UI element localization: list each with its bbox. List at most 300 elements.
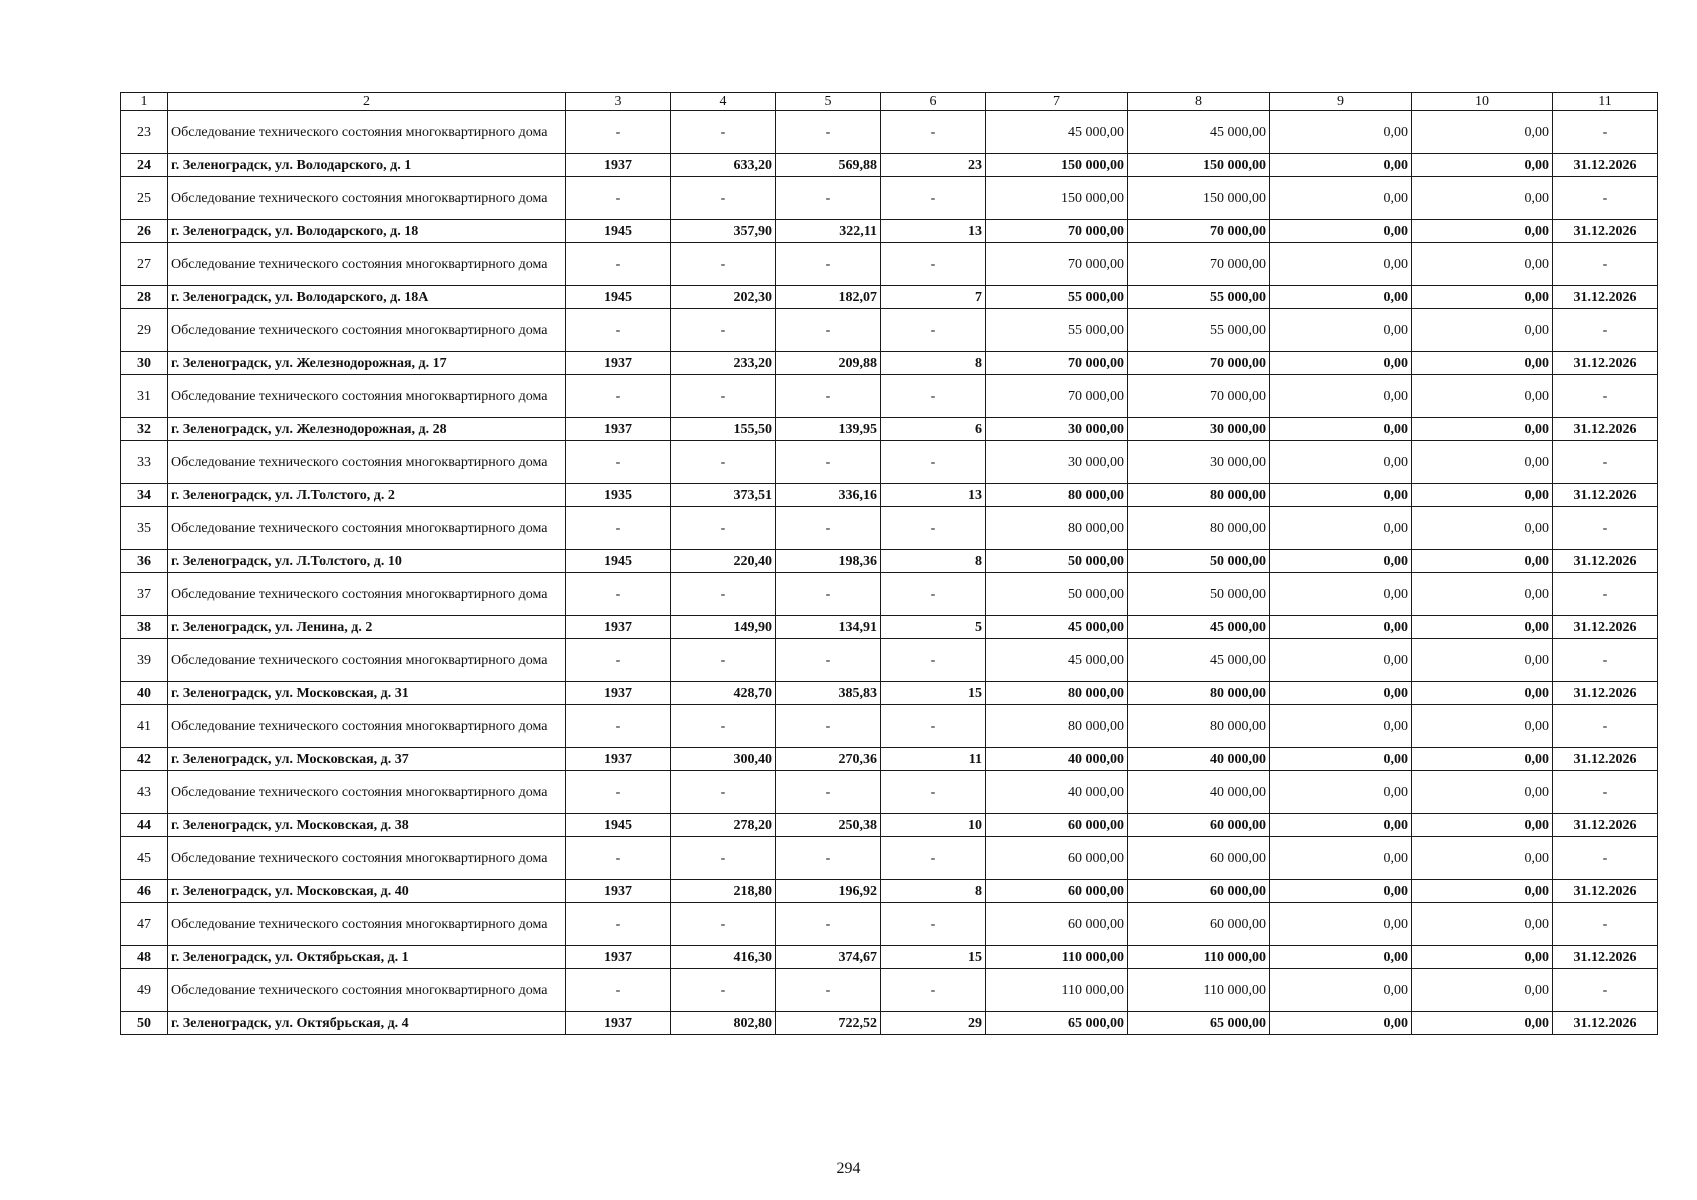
cell-row-number: 32 [121,418,168,441]
cell-deadline: 31.12.2026 [1553,550,1658,573]
cell-residents: - [881,375,986,418]
cell-year: 1937 [566,616,671,639]
table-row [121,573,1658,616]
cell-year: - [566,969,671,1012]
cell-cost-owners: 0,00 [1412,507,1553,550]
cell-cost-owners: 0,00 [1412,748,1553,771]
table-row [121,484,1658,507]
cell-residents: - [881,243,986,286]
cell-cost-total: 30 000,00 [986,418,1128,441]
cell-year: - [566,903,671,946]
cell-cost-owners: 0,00 [1412,418,1553,441]
cell-year: 1937 [566,352,671,375]
cell-area-living: - [776,837,881,880]
cell-residents: 8 [881,550,986,573]
cell-cost-total: 150 000,00 [986,154,1128,177]
cell-year: - [566,177,671,220]
cell-area-total: 220,40 [671,550,776,573]
column-header: 11 [1553,93,1658,111]
cell-area-total: - [671,969,776,1012]
cell-residents: - [881,837,986,880]
cell-cost-owners: 0,00 [1412,880,1553,903]
cell-residents: 13 [881,220,986,243]
cell-year: 1937 [566,154,671,177]
table-row [121,220,1658,243]
cell-cost-fund: 65 000,00 [1128,1012,1270,1035]
cell-cost-total: 80 000,00 [986,484,1128,507]
cell-row-number: 27 [121,243,168,286]
column-header: 2 [168,93,566,111]
cell-cost-total: 55 000,00 [986,286,1128,309]
cell-description: Обследование технического состояния многоквартирного дома [168,441,566,484]
cell-cost-owners: 0,00 [1412,705,1553,748]
cell-cost-owners: 0,00 [1412,639,1553,682]
cell-row-number: 47 [121,903,168,946]
cell-deadline: - [1553,111,1658,154]
cell-residents: 6 [881,418,986,441]
table-row [121,880,1658,903]
cell-cost-budget: 0,00 [1270,946,1412,969]
cell-area-living: - [776,639,881,682]
cell-cost-fund: 60 000,00 [1128,903,1270,946]
cell-area-living: - [776,309,881,352]
cell-cost-fund: 55 000,00 [1128,309,1270,352]
cell-deadline: - [1553,639,1658,682]
cell-year: - [566,639,671,682]
column-header: 6 [881,93,986,111]
cell-cost-budget: 0,00 [1270,220,1412,243]
column-header: 5 [776,93,881,111]
cell-row-number: 49 [121,969,168,1012]
cell-residents: 7 [881,286,986,309]
cell-cost-owners: 0,00 [1412,573,1553,616]
cell-residents: - [881,507,986,550]
cell-row-number: 45 [121,837,168,880]
cell-year: - [566,573,671,616]
cell-deadline: 31.12.2026 [1553,352,1658,375]
cell-row-number: 39 [121,639,168,682]
cell-deadline: 31.12.2026 [1553,1012,1658,1035]
cell-description: Обследование технического состояния многоквартирного дома [168,837,566,880]
cell-cost-owners: 0,00 [1412,1012,1553,1035]
cell-cost-budget: 0,00 [1270,243,1412,286]
cell-residents: - [881,309,986,352]
cell-row-number: 33 [121,441,168,484]
cell-cost-fund: 60 000,00 [1128,880,1270,903]
cell-area-living: 250,38 [776,814,881,837]
cell-cost-owners: 0,00 [1412,441,1553,484]
cell-year: 1945 [566,220,671,243]
cell-cost-owners: 0,00 [1412,309,1553,352]
cell-area-living: - [776,177,881,220]
cell-area-living: 569,88 [776,154,881,177]
cell-area-living: 209,88 [776,352,881,375]
cell-cost-budget: 0,00 [1270,550,1412,573]
cell-deadline: 31.12.2026 [1553,946,1658,969]
cell-cost-budget: 0,00 [1270,418,1412,441]
cell-cost-total: 50 000,00 [986,550,1128,573]
cell-cost-owners: 0,00 [1412,243,1553,286]
cell-cost-budget: 0,00 [1270,880,1412,903]
cell-description: г. Зеленоградск, ул. Л.Толстого, д. 2 [168,484,566,507]
cell-deadline: - [1553,309,1658,352]
cell-cost-total: 80 000,00 [986,682,1128,705]
cell-row-number: 24 [121,154,168,177]
cell-cost-total: 40 000,00 [986,748,1128,771]
cell-residents: 8 [881,880,986,903]
cell-cost-fund: 30 000,00 [1128,441,1270,484]
cell-cost-owners: 0,00 [1412,177,1553,220]
cell-description: Обследование технического состояния многоквартирного дома [168,573,566,616]
cell-area-living: - [776,705,881,748]
cell-deadline: - [1553,969,1658,1012]
cell-deadline: - [1553,177,1658,220]
cell-cost-fund: 70 000,00 [1128,352,1270,375]
cell-cost-owners: 0,00 [1412,814,1553,837]
column-header: 1 [121,93,168,111]
cell-cost-fund: 50 000,00 [1128,573,1270,616]
cell-residents: 5 [881,616,986,639]
table-row [121,814,1658,837]
cell-cost-fund: 45 000,00 [1128,616,1270,639]
cell-year: 1937 [566,748,671,771]
cell-residents: 29 [881,1012,986,1035]
cell-area-living: 139,95 [776,418,881,441]
column-header: 8 [1128,93,1270,111]
cell-year: 1937 [566,1012,671,1035]
cell-residents: 15 [881,682,986,705]
table-row [121,441,1658,484]
cell-cost-fund: 110 000,00 [1128,969,1270,1012]
cell-area-total: 202,30 [671,286,776,309]
page-number: 294 [836,1160,861,1177]
cell-row-number: 46 [121,880,168,903]
cell-cost-total: 50 000,00 [986,573,1128,616]
cell-cost-budget: 0,00 [1270,154,1412,177]
cell-area-living: 198,36 [776,550,881,573]
cell-area-total: - [671,309,776,352]
cell-cost-total: 70 000,00 [986,220,1128,243]
cell-area-living: - [776,771,881,814]
table-row [121,309,1658,352]
cell-row-number: 30 [121,352,168,375]
cell-row-number: 26 [121,220,168,243]
cell-deadline: - [1553,375,1658,418]
table-row [121,177,1658,220]
cell-cost-total: 60 000,00 [986,903,1128,946]
cell-residents: - [881,573,986,616]
cell-residents: 8 [881,352,986,375]
cell-area-total: - [671,771,776,814]
cell-cost-budget: 0,00 [1270,177,1412,220]
table-row [121,771,1658,814]
cell-cost-budget: 0,00 [1270,903,1412,946]
cell-row-number: 41 [121,705,168,748]
cell-residents: - [881,177,986,220]
cell-cost-fund: 40 000,00 [1128,748,1270,771]
cell-cost-owners: 0,00 [1412,550,1553,573]
cell-deadline: - [1553,771,1658,814]
cell-cost-fund: 30 000,00 [1128,418,1270,441]
cell-cost-total: 30 000,00 [986,441,1128,484]
cell-cost-budget: 0,00 [1270,969,1412,1012]
cell-cost-total: 45 000,00 [986,616,1128,639]
cell-row-number: 42 [121,748,168,771]
cell-cost-fund: 80 000,00 [1128,484,1270,507]
cell-description: Обследование технического состояния многоквартирного дома [168,507,566,550]
cell-description: г. Зеленоградск, ул. Володарского, д. 18А [168,286,566,309]
cell-year: - [566,309,671,352]
cell-area-total: 373,51 [671,484,776,507]
cell-area-living: - [776,507,881,550]
cell-description: г. Зеленоградск, ул. Железнодорожная, д. 17 [168,352,566,375]
cell-area-total: 357,90 [671,220,776,243]
table-row [121,837,1658,880]
cell-cost-budget: 0,00 [1270,837,1412,880]
cell-cost-total: 45 000,00 [986,639,1128,682]
table-row [121,903,1658,946]
cell-cost-owners: 0,00 [1412,903,1553,946]
column-header: 4 [671,93,776,111]
cell-area-total: - [671,705,776,748]
cell-area-living: 134,91 [776,616,881,639]
cell-cost-owners: 0,00 [1412,616,1553,639]
cell-area-total: - [671,903,776,946]
cell-cost-budget: 0,00 [1270,352,1412,375]
cell-area-total: - [671,243,776,286]
cell-row-number: 43 [121,771,168,814]
cell-description: г. Зеленоградск, ул. Московская, д. 31 [168,682,566,705]
cell-residents: - [881,771,986,814]
cell-deadline: 31.12.2026 [1553,484,1658,507]
cell-cost-total: 60 000,00 [986,880,1128,903]
cell-area-total: 278,20 [671,814,776,837]
table-row [121,286,1658,309]
cell-cost-total: 65 000,00 [986,1012,1128,1035]
cell-area-total: 300,40 [671,748,776,771]
cell-cost-fund: 60 000,00 [1128,837,1270,880]
cell-year: - [566,375,671,418]
table-row [121,154,1658,177]
cell-residents: - [881,441,986,484]
table-row [121,616,1658,639]
cell-description: Обследование технического состояния многоквартирного дома [168,969,566,1012]
cell-cost-fund: 70 000,00 [1128,220,1270,243]
cell-deadline: 31.12.2026 [1553,748,1658,771]
cell-year: 1937 [566,946,671,969]
cell-cost-owners: 0,00 [1412,111,1553,154]
cell-row-number: 29 [121,309,168,352]
cell-description: Обследование технического состояния многоквартирного дома [168,375,566,418]
cell-area-total: 233,20 [671,352,776,375]
cell-row-number: 38 [121,616,168,639]
cell-year: - [566,111,671,154]
cell-deadline: 31.12.2026 [1553,880,1658,903]
cell-residents: 15 [881,946,986,969]
cell-cost-fund: 150 000,00 [1128,154,1270,177]
cell-area-total: - [671,507,776,550]
cell-cost-budget: 0,00 [1270,375,1412,418]
cell-residents: 23 [881,154,986,177]
cell-area-total: - [671,837,776,880]
cell-cost-total: 150 000,00 [986,177,1128,220]
cell-year: 1937 [566,418,671,441]
cell-year: 1945 [566,550,671,573]
cell-area-living: 722,52 [776,1012,881,1035]
table-row [121,705,1658,748]
cell-row-number: 50 [121,1012,168,1035]
cell-residents: - [881,639,986,682]
cell-cost-owners: 0,00 [1412,352,1553,375]
cell-description: Обследование технического состояния многоквартирного дома [168,177,566,220]
cell-cost-total: 40 000,00 [986,771,1128,814]
column-header: 3 [566,93,671,111]
cell-deadline: - [1553,573,1658,616]
cell-year: - [566,837,671,880]
cell-cost-total: 60 000,00 [986,837,1128,880]
cell-description: Обследование технического состояния многоквартирного дома [168,111,566,154]
cell-row-number: 37 [121,573,168,616]
cell-deadline: - [1553,837,1658,880]
cell-cost-total: 70 000,00 [986,375,1128,418]
cell-residents: - [881,969,986,1012]
cell-deadline: - [1553,705,1658,748]
cell-area-living: 374,67 [776,946,881,969]
cell-area-total: 416,30 [671,946,776,969]
cell-area-living: - [776,441,881,484]
cell-description: г. Зеленоградск, ул. Железнодорожная, д. 28 [168,418,566,441]
cell-description: Обследование технического состояния многоквартирного дома [168,243,566,286]
cell-year: 1945 [566,286,671,309]
cell-row-number: 36 [121,550,168,573]
table-row [121,352,1658,375]
cell-description: г. Зеленоградск, ул. Московская, д. 40 [168,880,566,903]
cell-description: Обследование технического состояния многоквартирного дома [168,771,566,814]
cell-year: 1945 [566,814,671,837]
cell-description: г. Зеленоградск, ул. Володарского, д. 1 [168,154,566,177]
cell-cost-fund: 45 000,00 [1128,639,1270,682]
table-row [121,550,1658,573]
cell-cost-fund: 80 000,00 [1128,507,1270,550]
cell-cost-owners: 0,00 [1412,682,1553,705]
cell-description: г. Зеленоградск, ул. Московская, д. 37 [168,748,566,771]
cell-cost-owners: 0,00 [1412,375,1553,418]
cell-area-living: - [776,375,881,418]
cell-area-total: 802,80 [671,1012,776,1035]
cell-residents: - [881,111,986,154]
table-row [121,111,1658,154]
cell-cost-total: 80 000,00 [986,705,1128,748]
cell-cost-budget: 0,00 [1270,441,1412,484]
cell-area-living: 182,07 [776,286,881,309]
cell-description: г. Зеленоградск, ул. Л.Толстого, д. 10 [168,550,566,573]
cell-cost-fund: 70 000,00 [1128,243,1270,286]
table-row [121,748,1658,771]
cell-row-number: 40 [121,682,168,705]
cell-year: - [566,441,671,484]
cell-row-number: 34 [121,484,168,507]
cell-area-total: - [671,177,776,220]
cell-area-living: - [776,243,881,286]
cell-description: г. Зеленоградск, ул. Ленина, д. 2 [168,616,566,639]
cell-cost-fund: 150 000,00 [1128,177,1270,220]
cell-cost-budget: 0,00 [1270,286,1412,309]
cell-cost-total: 110 000,00 [986,969,1128,1012]
cell-area-total: - [671,111,776,154]
table-row [121,682,1658,705]
cell-residents: 10 [881,814,986,837]
document-table [120,92,1658,1035]
cell-cost-budget: 0,00 [1270,814,1412,837]
cell-description: Обследование технического состояния многоквартирного дома [168,903,566,946]
cell-residents: - [881,705,986,748]
cell-area-living: 336,16 [776,484,881,507]
cell-cost-total: 70 000,00 [986,243,1128,286]
cell-cost-budget: 0,00 [1270,484,1412,507]
table-row [121,243,1658,286]
cell-cost-owners: 0,00 [1412,837,1553,880]
cell-deadline: 31.12.2026 [1553,286,1658,309]
cell-area-living: 322,11 [776,220,881,243]
cell-cost-total: 45 000,00 [986,111,1128,154]
cell-area-living: - [776,903,881,946]
cell-cost-total: 110 000,00 [986,946,1128,969]
cell-area-total: 149,90 [671,616,776,639]
cell-row-number: 31 [121,375,168,418]
cell-area-living: 270,36 [776,748,881,771]
cell-cost-budget: 0,00 [1270,616,1412,639]
cell-cost-total: 80 000,00 [986,507,1128,550]
cell-cost-owners: 0,00 [1412,969,1553,1012]
cell-row-number: 35 [121,507,168,550]
column-header: 9 [1270,93,1412,111]
cell-year: - [566,243,671,286]
cell-cost-owners: 0,00 [1412,946,1553,969]
cell-area-living: - [776,969,881,1012]
cell-deadline: 31.12.2026 [1553,814,1658,837]
cell-year: 1937 [566,682,671,705]
cell-description: г. Зеленоградск, ул. Московская, д. 38 [168,814,566,837]
cell-row-number: 28 [121,286,168,309]
cell-area-total: 633,20 [671,154,776,177]
cell-deadline: 31.12.2026 [1553,154,1658,177]
cell-cost-owners: 0,00 [1412,220,1553,243]
cell-cost-budget: 0,00 [1270,748,1412,771]
cell-year: - [566,771,671,814]
cell-area-living: - [776,111,881,154]
cell-year: 1935 [566,484,671,507]
cell-cost-budget: 0,00 [1270,705,1412,748]
header-row [121,93,1658,111]
cell-description: Обследование технического состояния многоквартирного дома [168,309,566,352]
cell-deadline: 31.12.2026 [1553,418,1658,441]
cell-deadline: 31.12.2026 [1553,682,1658,705]
cell-year: - [566,507,671,550]
cell-cost-budget: 0,00 [1270,771,1412,814]
cell-description: Обследование технического состояния многоквартирного дома [168,705,566,748]
cell-cost-owners: 0,00 [1412,154,1553,177]
cell-cost-budget: 0,00 [1270,682,1412,705]
cell-cost-budget: 0,00 [1270,1012,1412,1035]
cell-row-number: 48 [121,946,168,969]
cell-area-total: - [671,441,776,484]
cell-year: 1937 [566,880,671,903]
table-row [121,946,1658,969]
cell-residents: 13 [881,484,986,507]
cell-deadline: - [1553,243,1658,286]
cell-row-number: 23 [121,111,168,154]
table-row [121,418,1658,441]
